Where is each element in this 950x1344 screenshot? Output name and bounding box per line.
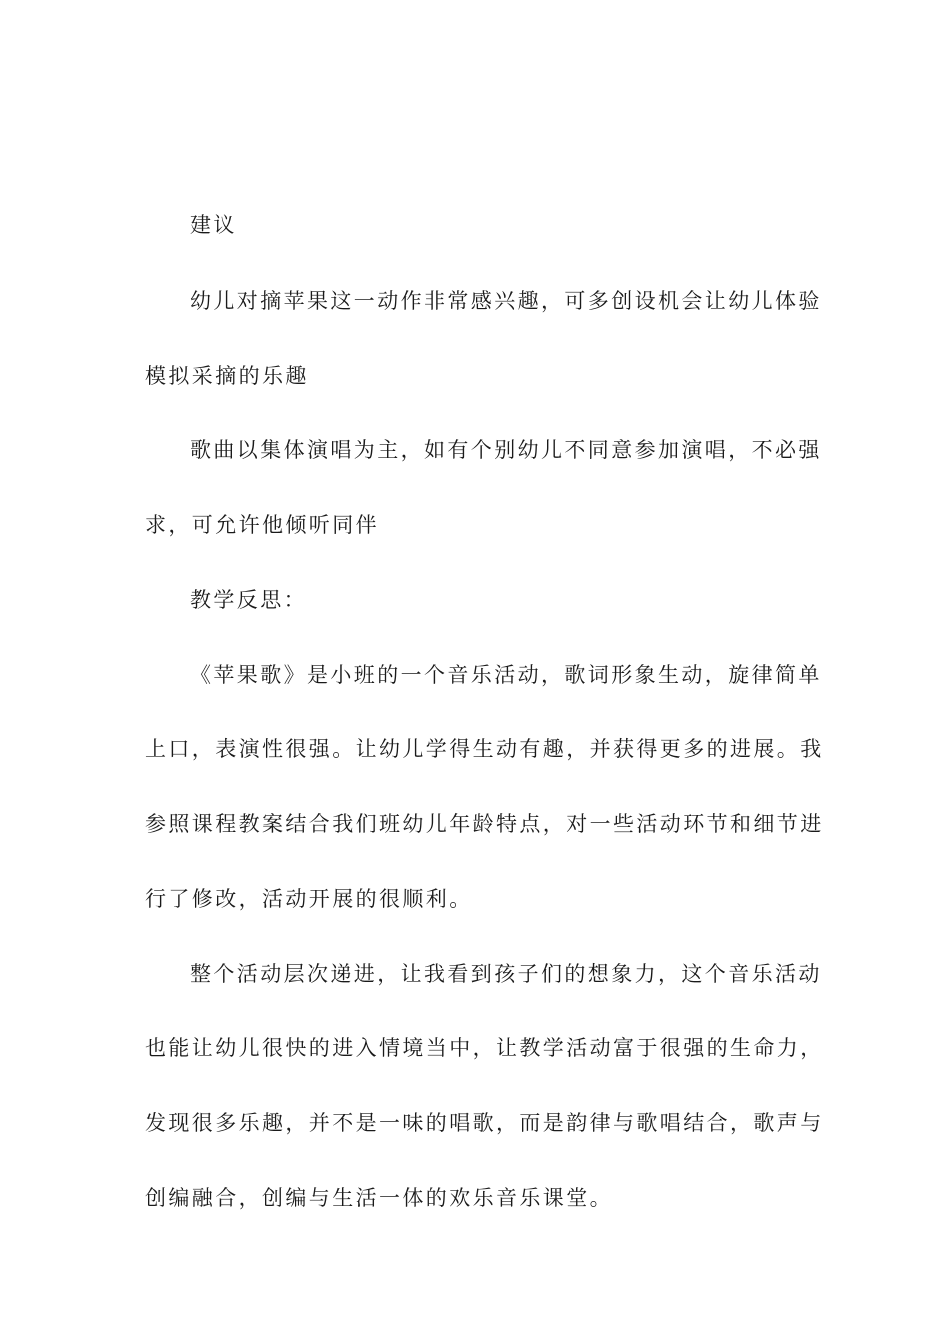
paragraph-line: 整个活动层次递进，让我看到孩子们的想象力，这个音乐活动 (190, 962, 822, 986)
paragraph-line: 求，可允许他倾听同伴 (145, 513, 379, 537)
paragraph-line: 歌曲以集体演唱为主，如有个别幼儿不同意参加演唱，不必强 (190, 438, 822, 462)
heading-suggestion: 建议 (190, 213, 237, 237)
paragraph-line: 也能让幼儿很快的进入情境当中，让教学活动富于很强的生命力， (145, 1036, 824, 1060)
heading-reflection: 教学反思： (190, 588, 307, 612)
paragraph-line: 模拟采摘的乐趣 (145, 364, 309, 388)
paragraph-line: 发现很多乐趣，并不是一味的唱歌，而是韵律与歌唱结合，歌声与 (145, 1111, 824, 1135)
paragraph-line: 参照课程教案结合我们班幼儿年龄特点，对一些活动环节和细节进 (145, 812, 824, 836)
paragraph-line: 《苹果歌》是小班的一个音乐活动，歌词形象生动，旋律简单 (190, 663, 822, 687)
paragraph-line: 行了修改，活动开展的很顺利。 (145, 887, 473, 911)
paragraph-line: 上口，表演性很强。让幼儿学得生动有趣，并获得更多的进展。我 (145, 737, 824, 761)
paragraph-line: 幼儿对摘苹果这一动作非常感兴趣，可多创设机会让幼儿体验 (190, 289, 822, 313)
paragraph-line: 创编融合，创编与生活一体的欢乐音乐课堂。 (145, 1186, 613, 1210)
